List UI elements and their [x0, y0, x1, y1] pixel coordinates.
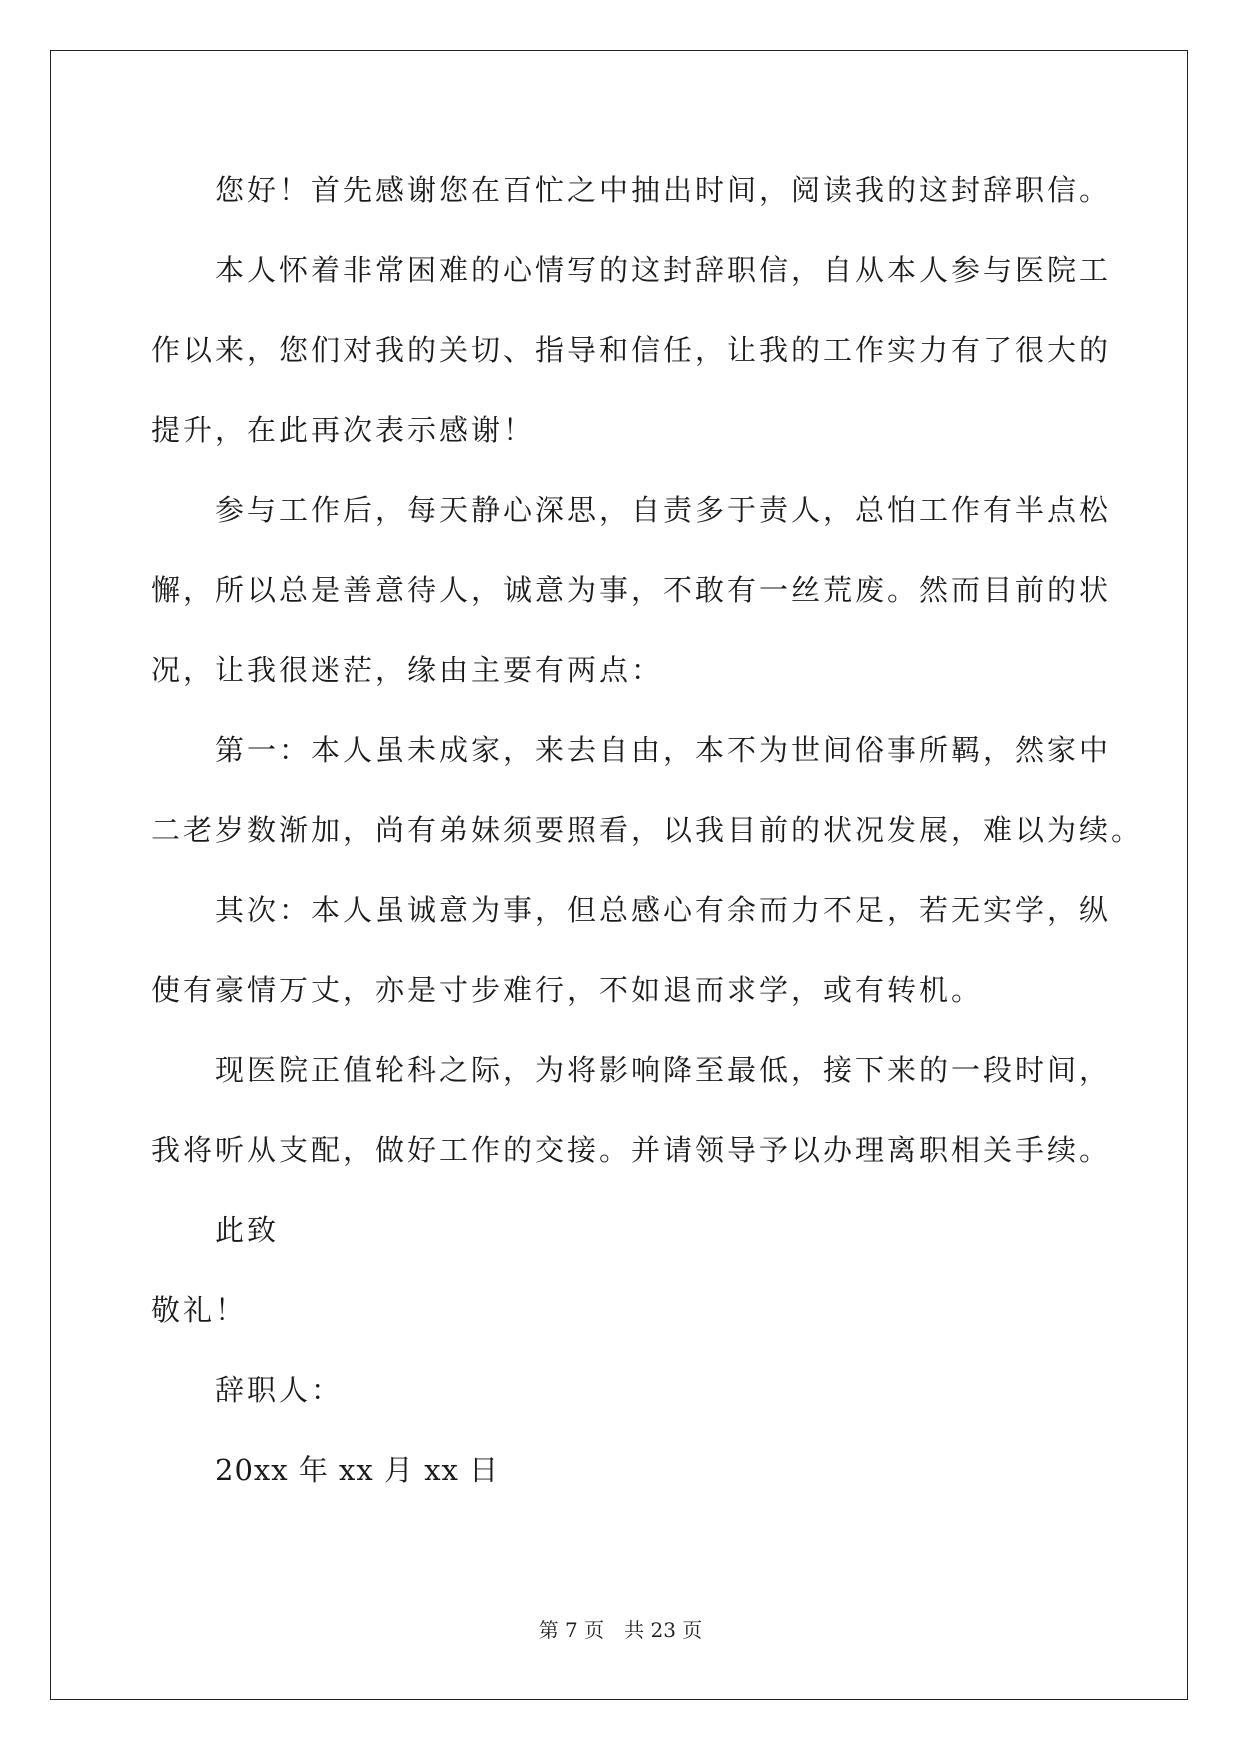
page-total: 共 23 页: [624, 1618, 703, 1642]
letter-body: [151, 160, 1144, 1520]
page-current: 第 7 页: [538, 1618, 605, 1642]
paragraph-line: 参与工作后，每天静心深思，自责多于责人，总怕工作有半点松: [215, 493, 1112, 527]
paragraph-line: 懈，所以总是善意待人，诚意为事，不敢有一丝荒废。然而目前的状: [151, 573, 1112, 607]
paragraph-line: 现医院正值轮科之际，为将影响降至最低，接下来的一段时间，: [215, 1053, 1112, 1087]
paragraph-line: 二老岁数渐加，尚有弟妹须要照看，以我目前的状况发展，难以为续。: [151, 813, 1144, 847]
paragraph-line: 我将听从支配，做好工作的交接。并请领导予以办理离职相关手续。: [151, 1133, 1112, 1167]
paragraph-line: 提升，在此再次表示感谢！: [151, 413, 536, 447]
paragraph-line: 作以来，您们对我的关切、指导和信任，让我的工作实力有了很大的: [151, 333, 1112, 367]
paragraph-line: 使有豪情万丈，亦是寸步难行，不如退而求学，或有转机。: [151, 973, 984, 1007]
letter-date: 20xx 年 xx 月 xx 日: [215, 1453, 500, 1487]
closing-regards: 敬礼！: [151, 1293, 248, 1327]
paragraph-line: 其次：本人虽诚意为事，但总感心有余而力不足，若无实学，纵: [215, 893, 1112, 927]
paragraph-line: 况，让我很迷茫，缘由主要有两点：: [151, 653, 664, 687]
paragraph-line: 第一：本人虽未成家，来去自由，本不为世间俗事所羁，然家中: [215, 733, 1112, 767]
closing-salutation: 此致: [215, 1213, 280, 1247]
signature-label: 辞职人：: [215, 1373, 344, 1407]
paragraph-line: 本人怀着非常困难的心情写的这封辞职信，自从本人参与医院工: [215, 253, 1112, 287]
greeting-line: 您好！首先感谢您在百忙之中抽出时间，阅读我的这封辞职信。: [215, 173, 1112, 207]
page-footer: [0, 1614, 1241, 1643]
